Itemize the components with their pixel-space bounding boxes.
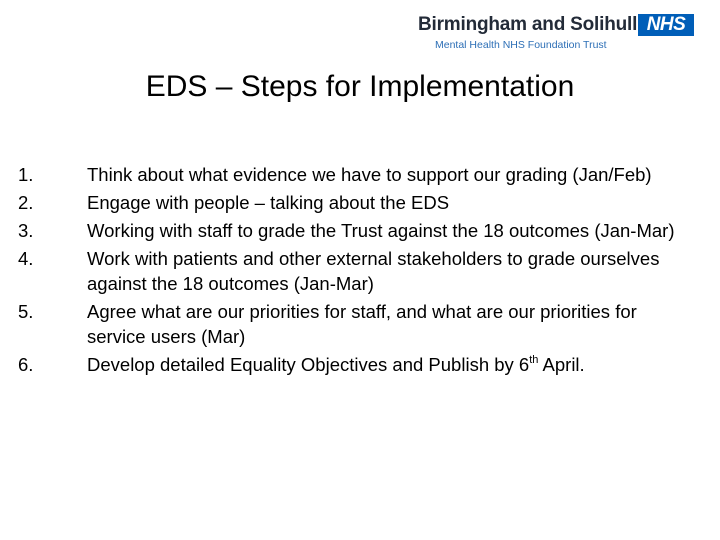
logo-org-name: Birmingham and Solihull [418, 14, 638, 35]
step-item-1 [18, 162, 698, 187]
step-item-2 [18, 190, 698, 215]
step-number: 2. [18, 192, 34, 213]
step-item-3 [18, 218, 698, 243]
step-text: Develop detailed Equality Objectives and Publish by 6 [87, 354, 530, 375]
steps-list [18, 162, 698, 380]
step-number: 1. [18, 164, 34, 185]
step-item-5 [18, 299, 698, 349]
step-text: Work with patients and other external stakeholders to grade ourselves against the 18 outcomes (Jan-Mar) [87, 248, 660, 294]
slide-title: EDS – Steps for Implementation [145, 70, 575, 103]
step-number: 4. [18, 248, 34, 269]
step-text: Working with staff to grade the Trust against the 18 outcomes (Jan-Mar) [87, 220, 675, 241]
step-number: 5. [18, 301, 34, 322]
nhs-badge: NHS [638, 14, 694, 36]
logo-trust-name: Mental Health NHS Foundation Trust [435, 39, 607, 51]
step-number: 6. [18, 354, 34, 375]
step-text-end: April. [538, 354, 585, 375]
nhs-trust-logo [418, 14, 694, 54]
step-text: Agree what are our priorities for staff, and what are our priorities for service users (Mar) [87, 301, 637, 347]
step-item-6 [18, 352, 698, 377]
step-number: 3. [18, 220, 34, 241]
step-item-4 [18, 246, 698, 296]
step-text: Think about what evidence we have to support our grading (Jan/Feb) [87, 164, 652, 185]
step-text: Engage with people – talking about the EDS [87, 192, 450, 213]
ordinal-suffix: th [529, 354, 539, 366]
